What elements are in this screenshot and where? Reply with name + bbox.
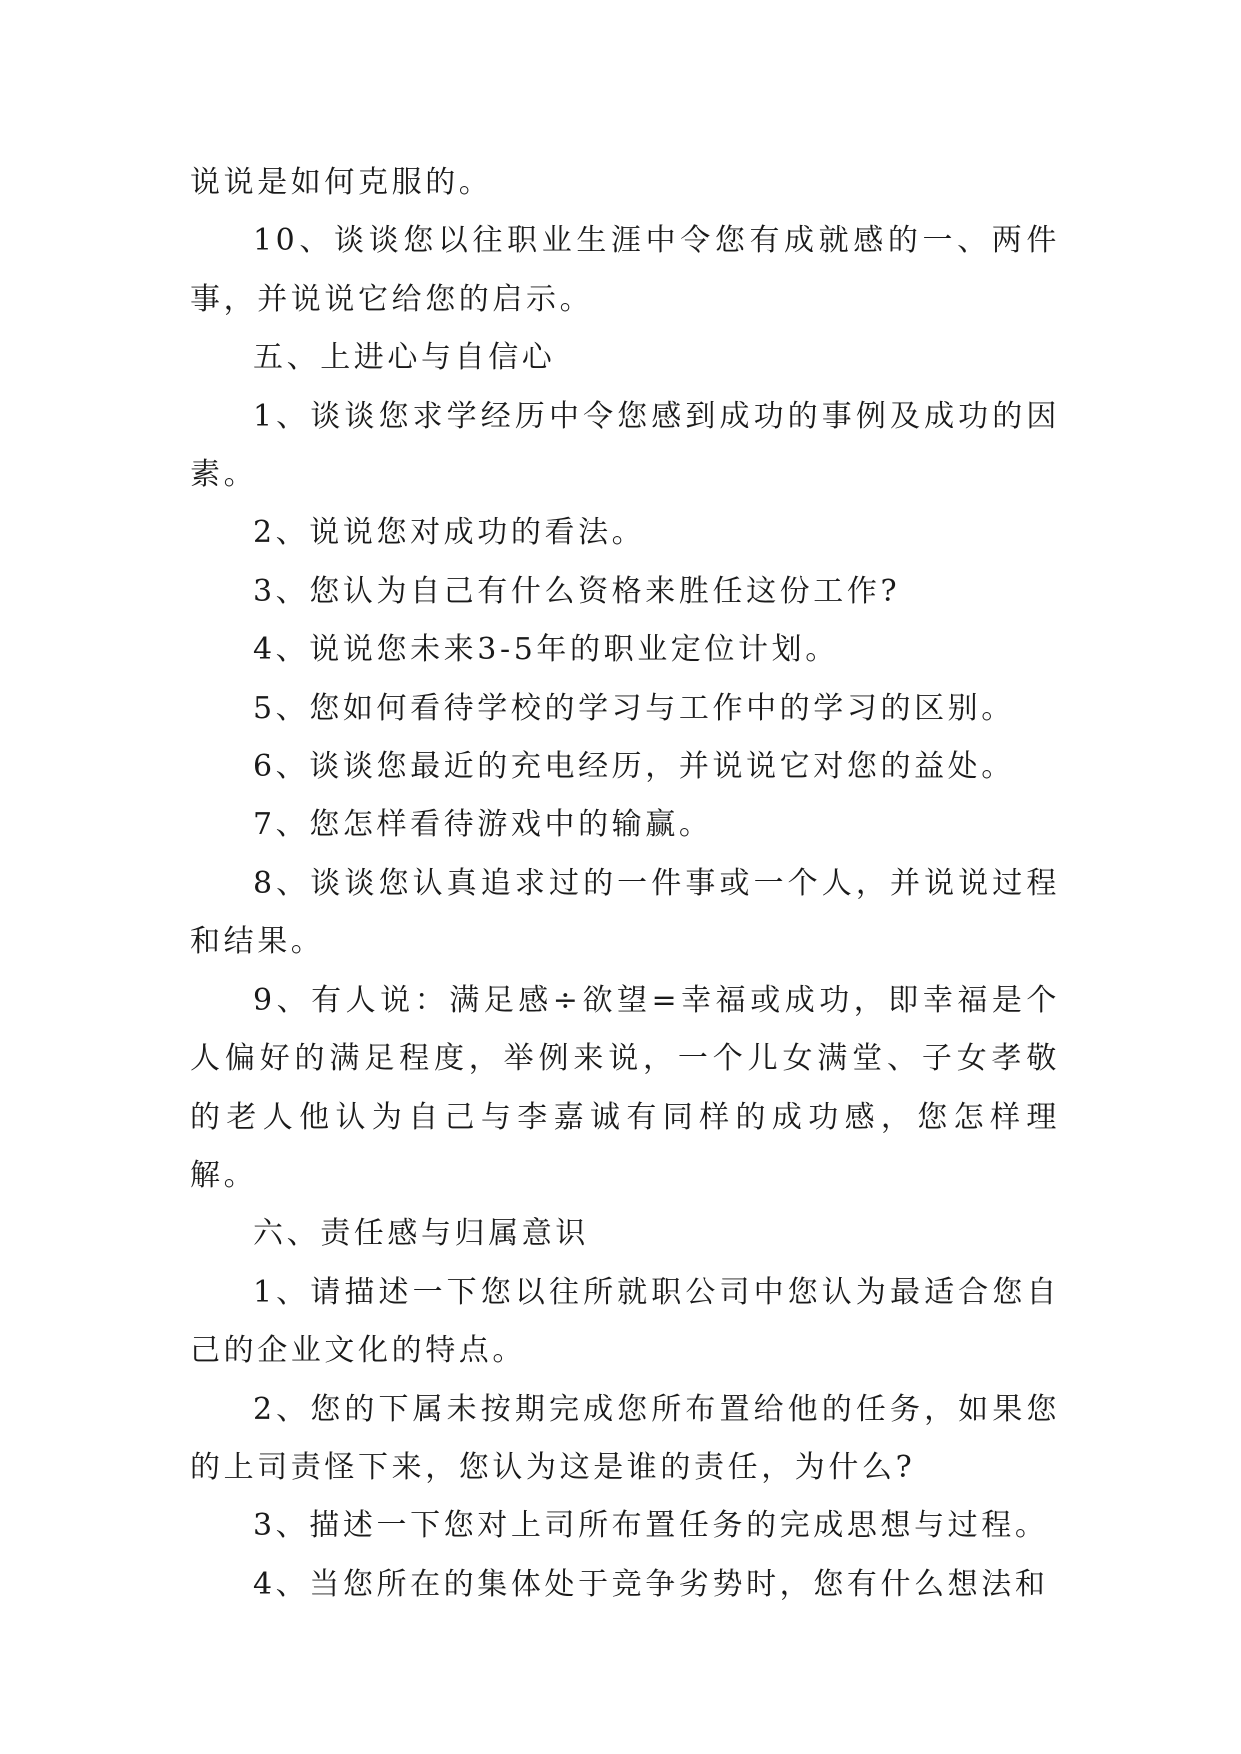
paragraph-section5-q1: 1、谈谈您求学经历中令您感到成功的事例及成功的因素。 [190,398,1060,493]
paragraph-section5-q8: 8、谈谈您认真追求过的一件事或一个人，并说说过程和结果。 [190,865,1060,960]
paragraph-section5-q9: 9、有人说：满足感÷欲望=幸福或成功，即幸福是个人偏好的满足程度，举例来说，一个儿女满堂、子女孝敬的老人他认为自己与李嘉诚有同样的成功感，您怎样理解。 [190,982,1060,1193]
paragraph-section6-q4: 4、当您所在的集体处于竞争劣势时，您有什么想法和 [253,1566,1049,1602]
paragraph-overcome-continuation: 说说是如何克服的。 [190,165,493,200]
paragraph-section5-q7: 7、您怎样看待游戏中的输赢。 [253,807,713,843]
paragraph-section5-q6: 6、谈谈您最近的充电经历，并说说它对您的益处。 [253,749,1015,785]
paragraph-section6-q3: 3、描述一下您对上司所布置任务的完成思想与过程。 [253,1508,1049,1544]
section-heading-5: 五、上进心与自信心 [253,340,556,376]
paragraph-section5-q4: 4、说说您未来3-5年的职业定位计划。 [253,632,839,668]
paragraph-section6-q2: 2、您的下属未按期完成您所布置给他的任务，如果您的上司责怪下来，您认为这是谁的责任，为什么? [190,1391,1060,1485]
paragraph-question-10: 10、谈谈您以往职业生涯中令您有成就感的一、两件事，并说说它给您的启示。 [190,223,1060,317]
paragraph-section5-q2: 2、说说您对成功的看法。 [253,515,646,551]
paragraph-section5-q3: 3、您认为自己有什么资格来胜任这份工作? [253,573,901,609]
section-heading-6: 六、责任感与归属意识 [253,1216,589,1252]
paragraph-section6-q1: 1、请描述一下您以往所就职公司中您认为最适合您自己的企业文化的特点。 [190,1274,1060,1369]
document-body [190,154,1060,1614]
paragraph-section5-q5: 5、您如何看待学校的学习与工作中的学习的区别。 [253,690,1015,726]
